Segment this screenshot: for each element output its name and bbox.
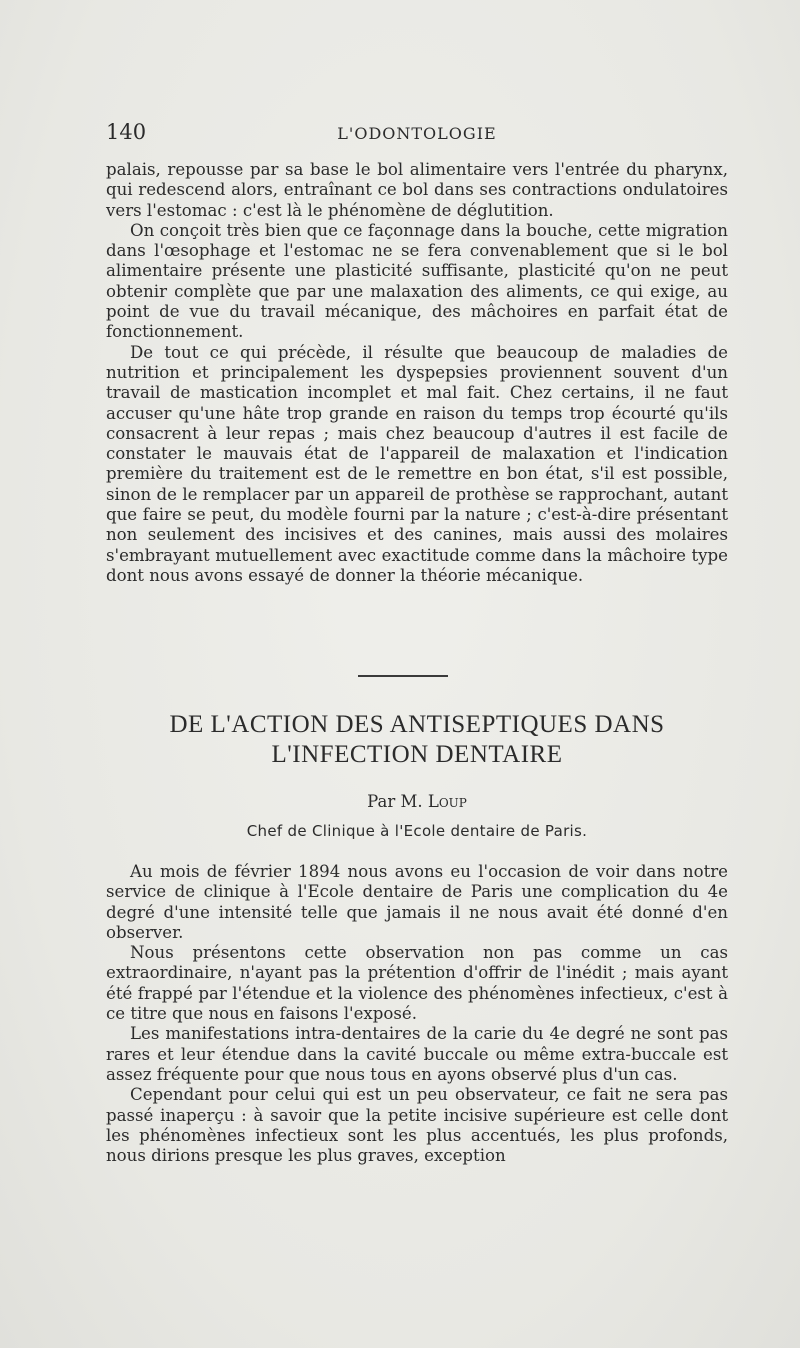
paragraph: palais, repousse par sa base le bol alimentaire vers l'entrée du pharynx, qui redescend alors, entraînant ce bol dans ses contractions ondulatoires vers l'estomac : c'est là le phénomène de déglutition.	[106, 160, 728, 220]
paragraph: Au mois de février 1894 nous avons eu l'occasion de voir dans notre service de clinique à l'Ecole dentaire de Paris une complication du 4e degré d'une intensité telle que jamais il ne nous avait été donné d'en observer.	[106, 862, 728, 942]
article-title-line-2: L'INFECTION DENTAIRE	[271, 741, 563, 768]
paragraph: De tout ce qui précède, il résulte que beaucoup de maladies de nutrition et principalement les dyspepsies proviennent souvent d'un travail de mastication incomplet et mal fait. Chez certains, il ne faut accuser qu'une hâte trop grande en raison du temps trop écourté qu'ils consacrent à leur repas ; mais chez beaucoup d'autres il est facile de constater le mauvais état de l'appareil de malaxation et l'indication première du traitement est de le remettre en bon état, s'il est possible, sinon de le remplacer par un appareil de prothèse se rapprochant, autant que faire se peut, du modèle fourni par la nature ; c'est-à-dire présentant non seulement des incisives et des canines, mais aussi des molaires s'embrayant mutuellement avec exactitude comme dans la mâchoire type dont nous avons essayé de donner la théorie mécanique.	[106, 342, 728, 585]
article-title-line-1: DE L'ACTION DES ANTISEPTIQUES DANS	[169, 711, 665, 738]
page-header	[106, 120, 728, 144]
running-head: L'ODONTOLOGIE	[337, 124, 497, 143]
author-affiliation: Chef de Clinique à l'Ecole dentaire de Paris.	[246, 822, 588, 840]
author-prefix: Par M.	[367, 792, 423, 811]
paragraph: Cependant pour celui qui est un peu observateur, ce fait ne sera pas passé inaperçu : à savoir que la petite incisive supérieure est celle dont les phénomènes infectieux sont les plus accentués, les plus profonds, nous dirions presque les plus graves, exception	[106, 1085, 728, 1166]
page-number: 140	[106, 120, 147, 144]
author-name: Loup	[427, 792, 467, 811]
paragraph: On conçoit très bien que ce façonnage dans la bouche, cette migration dans l'œsophage et l'estomac ne se fera convenablement que si le bol alimentaire présente une plasticité suffisante, plasticité qu'on ne peut obtenir complète que par une malaxation des aliments, ce qui exige, au point de vue du travail mécanique, des mâchoires en parfait état de fonctionnement.	[106, 220, 728, 342]
previous-article-text	[106, 160, 728, 586]
article-author	[106, 792, 728, 811]
paragraph: Nous présentons cette observation non pas comme un cas extraordinaire, n'ayant pas la prétention d'offrir de l'inédit ; mais ayant été frappé par l'étendue et la violence des phénomènes infectieux, c'est à ce titre que nous en faisons l'exposé.	[106, 943, 728, 1024]
article-body	[106, 862, 728, 1166]
section-divider	[358, 675, 448, 677]
paragraph: Les manifestations intra-dentaires de la carie du 4e degré ne sont pas rares et leur étendue dans la cavité buccale ou même extra-buccale est assez fréquente pour que nous tous en ayons observé plus d'un cas.	[106, 1024, 728, 1084]
